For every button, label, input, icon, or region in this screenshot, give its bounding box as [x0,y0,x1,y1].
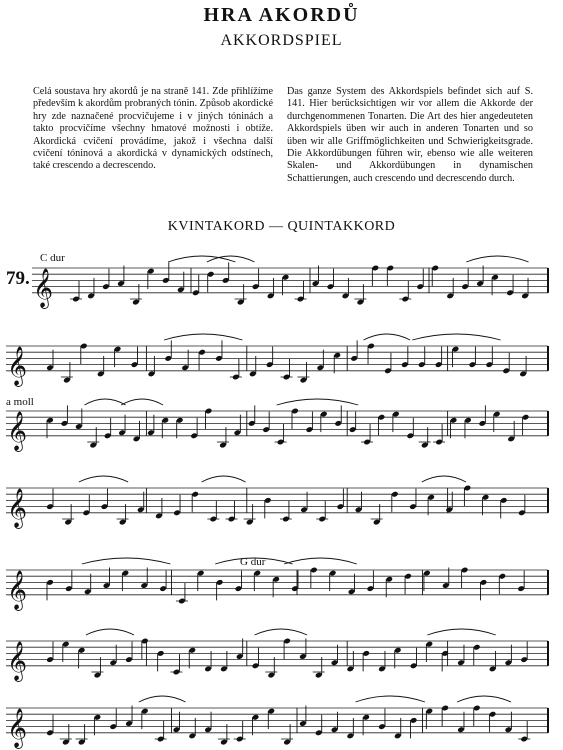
intro-text-czech: Celá soustava hry akordů je na straně 141. Zde přihlížíme především k akordům probraných tónin. Způsob akordické hry zde naznačené procvičujeme i v jiných tóninách a takto procvičíme všechny hmatové možnosti i obtíže. Akordická cvičení provádíme, jakož i všechna další cvičení tóninová a akordická v dynamických odstínech, také crescendo a decrescendo. [33,86,273,172]
slur [121,399,163,405]
slur [85,399,126,405]
intro-text-german: Das ganze System des Akkordspiels befindet sich auf S. 141. Hier berücksichtigen wir vor allem die Akkorde der durchgenommenen Tonarten. Die Art des hier angedeuteten Akkordspiels üben wir auch in anderen Tonarten und so üben wir alle Griffmöglichkeiten und Schwierigkeitsgrade. Die Akkordübungen führen wir, ebenso wie alle weiteren Skalen- und Akkordübungen in dynamischen Schattierungen, auch crescendo und decrescendo durch. [287,86,533,184]
page-title: HRA AKORDŮ [203,4,360,26]
key-label-c-dur: C dur [40,252,65,264]
slur [422,476,466,482]
slur [364,334,411,340]
clefs [7,268,53,749]
slur [412,334,500,340]
slur [79,476,128,482]
slur [202,476,246,482]
slur [215,558,293,564]
slur [168,256,235,262]
page-subtitle: AKKORDSPIEL [220,32,343,49]
slur [457,696,511,702]
slur [427,629,495,635]
slur [284,558,357,564]
treble-clef-icon: 𝄞 [7,487,28,528]
treble-clef-icon: 𝄞 [33,267,54,308]
treble-clef-icon: 𝄞 [7,640,28,681]
slur [164,334,242,340]
treble-clef-icon: 𝄞 [7,569,28,610]
key-label-g-dur: G dur [240,556,266,568]
slur [466,256,528,262]
slur [277,399,359,405]
slur [139,696,186,702]
exercise-number: 79. [6,268,30,289]
treble-clef-icon: 𝄞 [7,707,28,748]
slur [356,696,425,702]
treble-clef-icon: 𝄞 [7,410,28,451]
slur [82,558,171,564]
key-label-a-moll: a moll [6,396,34,408]
staff-lines [6,268,548,733]
section-heading: KVINTAKORD — QUINTAKKORD [167,219,396,234]
slur [255,629,308,635]
slur [86,629,134,635]
treble-clef-icon: 𝄞 [7,345,28,386]
